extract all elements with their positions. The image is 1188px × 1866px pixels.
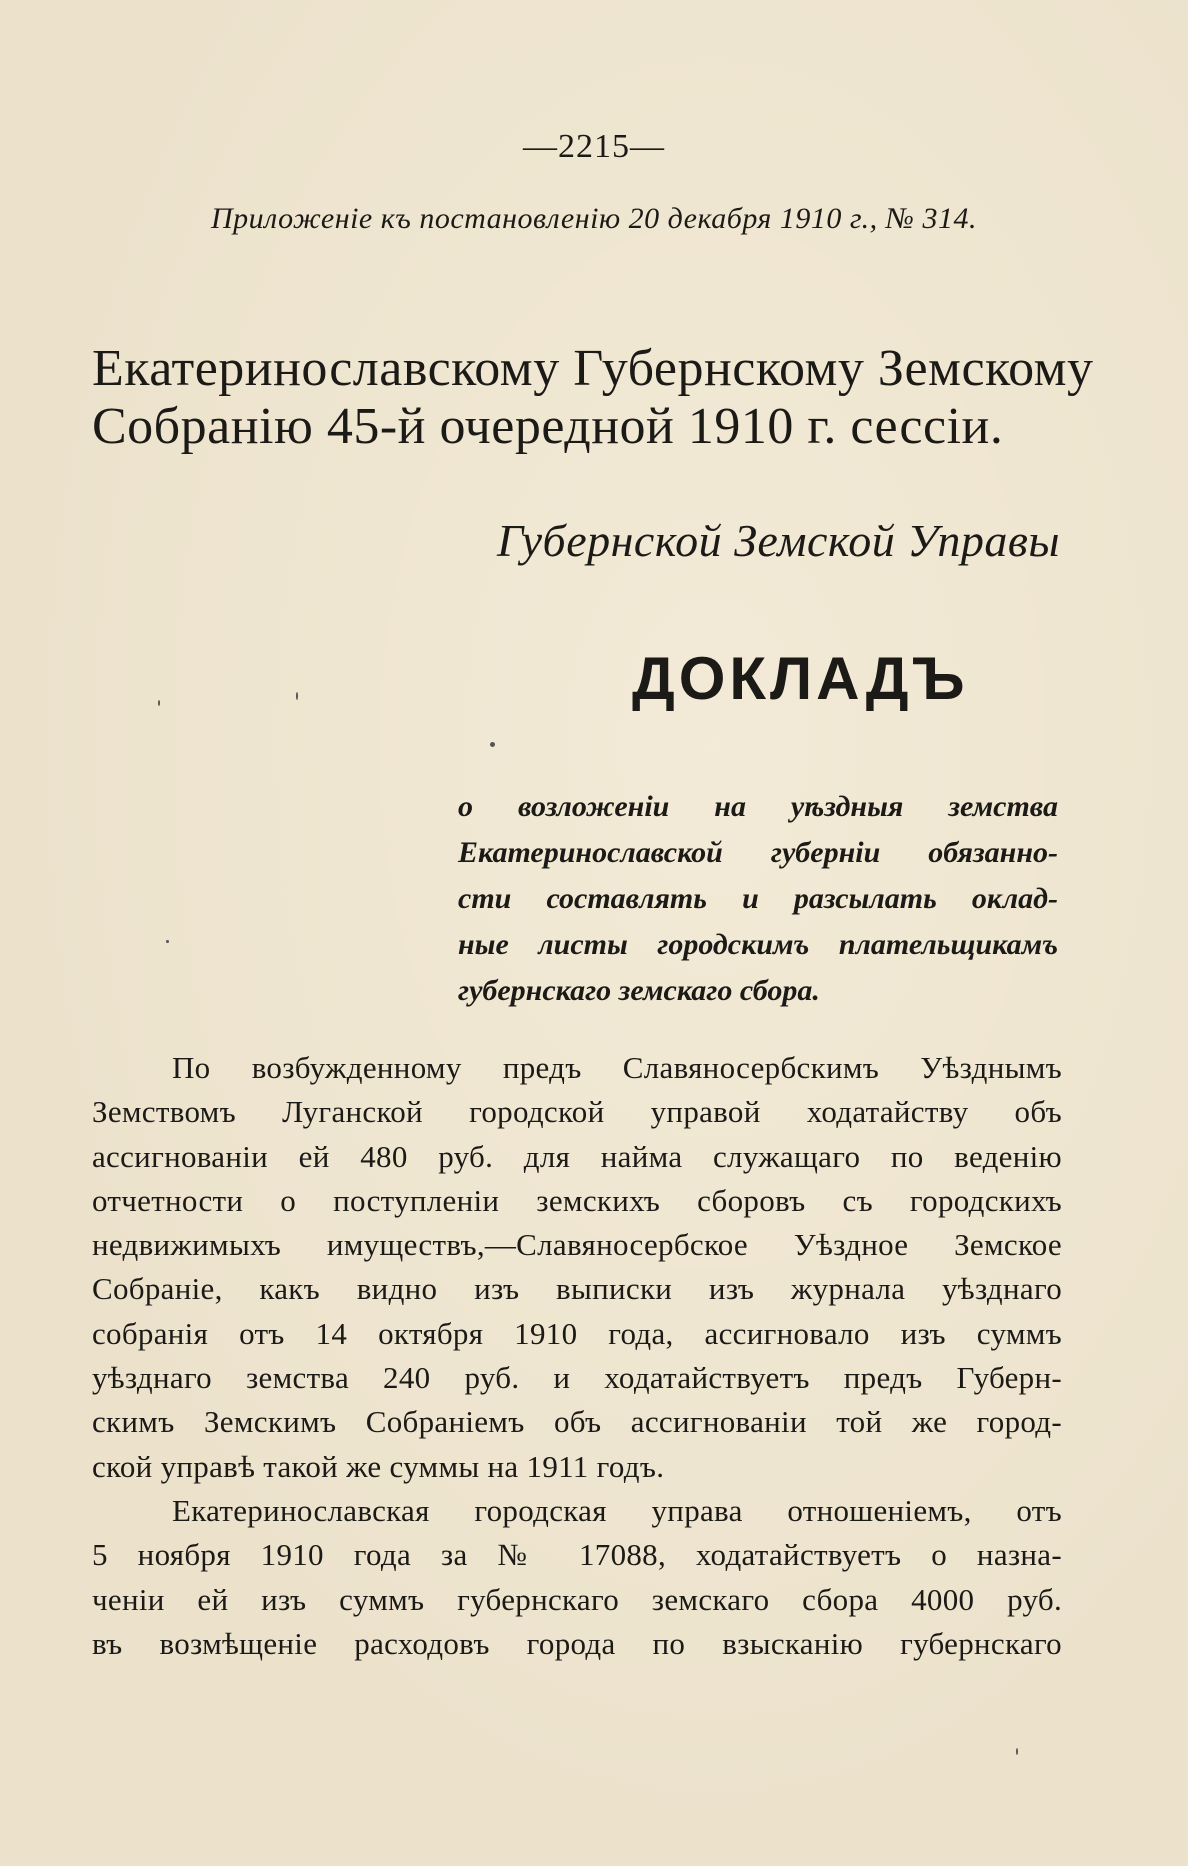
paragraph-line: По возбужденному предъ Славяносербскимъ Уѣзднымъ [172,1050,1062,1085]
paragraph-line: собранія отъ 14 октября 1910 года, ассигновало изъ суммъ [92,1315,1062,1351]
paragraph-line: ченіи ей изъ суммъ губернскаго земскаго сбора 4000 руб. [92,1581,1062,1617]
paragraph-line: ской управѣ такой же суммы на 1911 годъ. [92,1448,665,1484]
page-number: —2215— [523,128,665,165]
report-subject [458,784,1058,1014]
ink-speck [1016,1748,1018,1755]
subject-line: ные листы городскимъ плательщикамъ [458,928,1058,961]
subject-line: сти составлять и разсылать оклад- [458,882,1058,915]
paragraph-line: Собраніе, какъ видно изъ выписки изъ журнала уѣзднаго [92,1271,1062,1307]
heading-line-2: Собранію 45-й очередной 1910 г. сессіи. [92,398,1004,455]
subject-line: губернскаго земскаго сбора. [458,974,820,1007]
issuing-authority: Губернской Земской Управы [496,515,1060,566]
ink-speck [166,940,169,943]
ink-speck [296,692,298,700]
paragraph-2 [92,1489,1062,1666]
paragraph-line: недвижимыхъ имуществъ,—Славяносербское Уѣздное Земское [92,1227,1062,1263]
heading-line-1: Екатеринославскому Губернскому Земскому [92,340,1094,397]
paragraph-1 [92,1046,1062,1489]
paragraph-line: Земствомъ Луганской городской управой ходатайству объ [92,1094,1062,1130]
paragraph-line: Екатеринославская городская управа отношеніемъ, отъ [172,1492,1062,1528]
paragraph-line: скимъ Земскимъ Собраніемъ объ ассигнованіи той же город- [92,1404,1062,1440]
report-title: ДОКЛАДЪ [632,645,969,712]
body-text [92,1046,1062,1666]
ink-speck [490,742,495,747]
paragraph-line: въ возмѣщеніе расходовъ города по взысканію губернскаго [92,1625,1062,1661]
paragraph-line: отчетности о поступленіи земскихъ сборовъ съ городскихъ [92,1182,1062,1218]
subject-line: Екатеринославской губерніи обязанно- [458,836,1058,869]
paragraph-line: 5 ноября 1910 года за № 17088, ходатайствуетъ о назна- [92,1537,1062,1573]
ink-speck [158,700,160,706]
subject-line: о возложеніи на уѣздныя земства [458,790,1058,823]
appendix-note: Приложеніе къ постановленію 20 декабря 1910 г., № 314. [211,202,977,235]
paragraph-line: ассигнованіи ей 480 руб. для найма служащаго по веденію [92,1138,1062,1174]
paragraph-line: уѣзднаго земства 240 руб. и ходатайствуетъ предъ Губерн- [92,1360,1062,1396]
